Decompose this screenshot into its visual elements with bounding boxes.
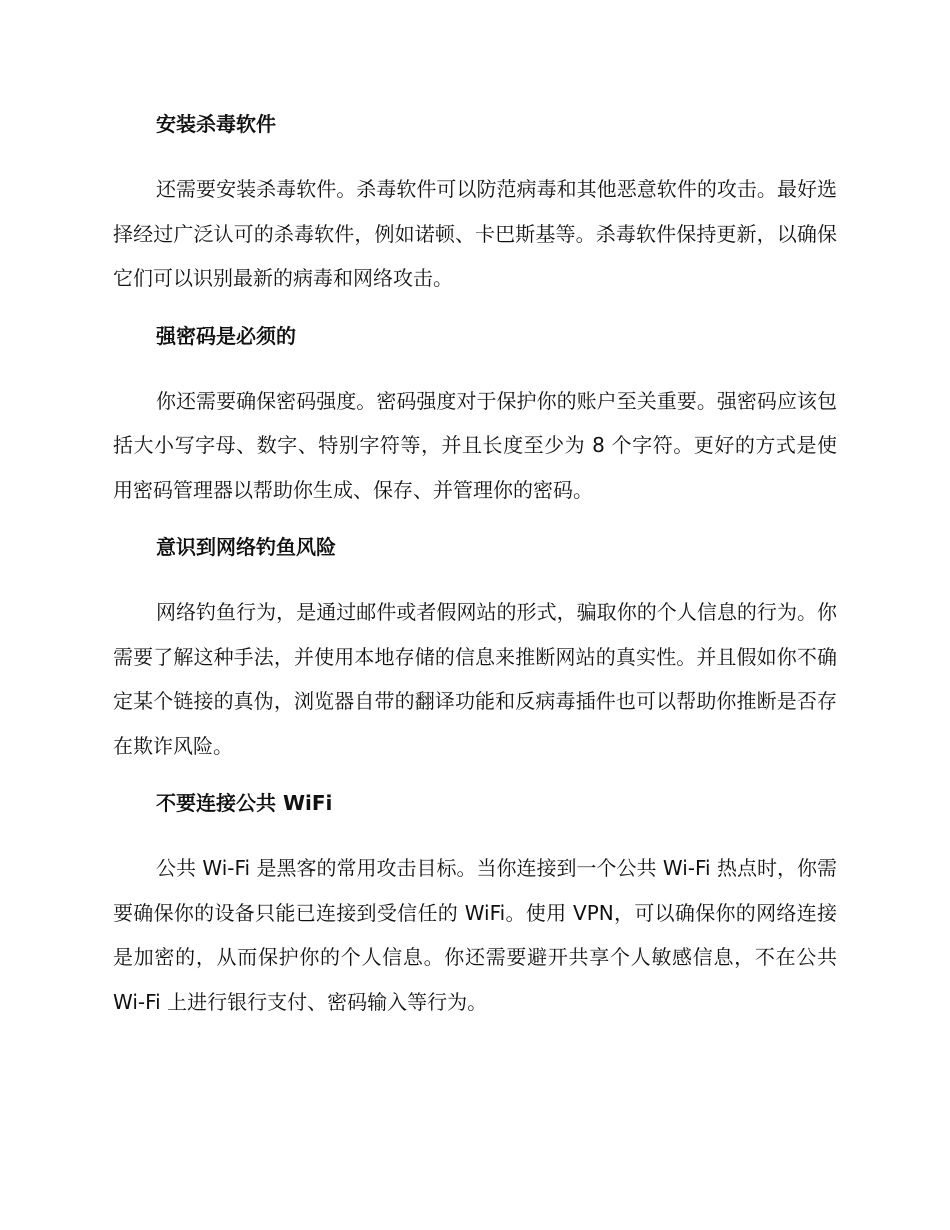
spacer	[113, 138, 837, 167]
spacer	[113, 817, 837, 846]
section-body-strong-password: 你还需要确保密码强度。密码强度对于保护你的账户至关重要。强密码应该包括大小写字母、数字、特别字符等，并且长度至少为 8 个字符。更好的方式是使用密码管理器以帮助你生成、保存、并管理你的密码。	[113, 388, 837, 502]
document-content	[113, 110, 837, 1024]
section-heading-phishing: 意识到网络钓鱼风险	[156, 535, 336, 559]
section-body-antivirus: 还需要安装杀毒软件。杀毒软件可以防范病毒和其他恶意软件的攻击。最好选择经过广泛认可的杀毒软件，例如诺顿、卡巴斯基等。杀毒软件保持更新，以确保它们可以识别最新的病毒和网络攻击。	[113, 177, 837, 290]
section-body-public-wifi: 公共 Wi-Fi 是黑客的常用攻击目标。当你连接到一个公共 Wi-Fi 热点时，你需要确保你的设备只能已连接到受信任的 WiFi。使用 VPN，可以确保你的网络连接是加密的，从而保护你的个人信息。你还需要避开共享个人敏感信息，不在公共 Wi-Fi 上进行银行支付、密码输入等行为。	[113, 856, 837, 1014]
spacer	[113, 768, 837, 789]
section-body-phishing: 网络钓鱼行为，是通过邮件或者假网站的形式，骗取你的个人信息的行为。你需要了解这种手法，并使用本地存储的信息来推断网站的真实性。并且假如你不确定某个链接的真伪，浏览器自带的翻译功能和反病毒插件也可以帮助你推断是否存在欺诈风险。	[113, 600, 837, 758]
spacer	[113, 561, 837, 590]
spacer	[113, 350, 837, 379]
section-heading-strong-password: 强密码是必须的	[156, 323, 296, 348]
spacer	[113, 512, 837, 533]
spacer	[113, 301, 837, 322]
section-heading-public-wifi: 不要连接公共 WiFi	[156, 791, 333, 815]
section-heading-antivirus: 安装杀毒软件	[156, 112, 276, 136]
